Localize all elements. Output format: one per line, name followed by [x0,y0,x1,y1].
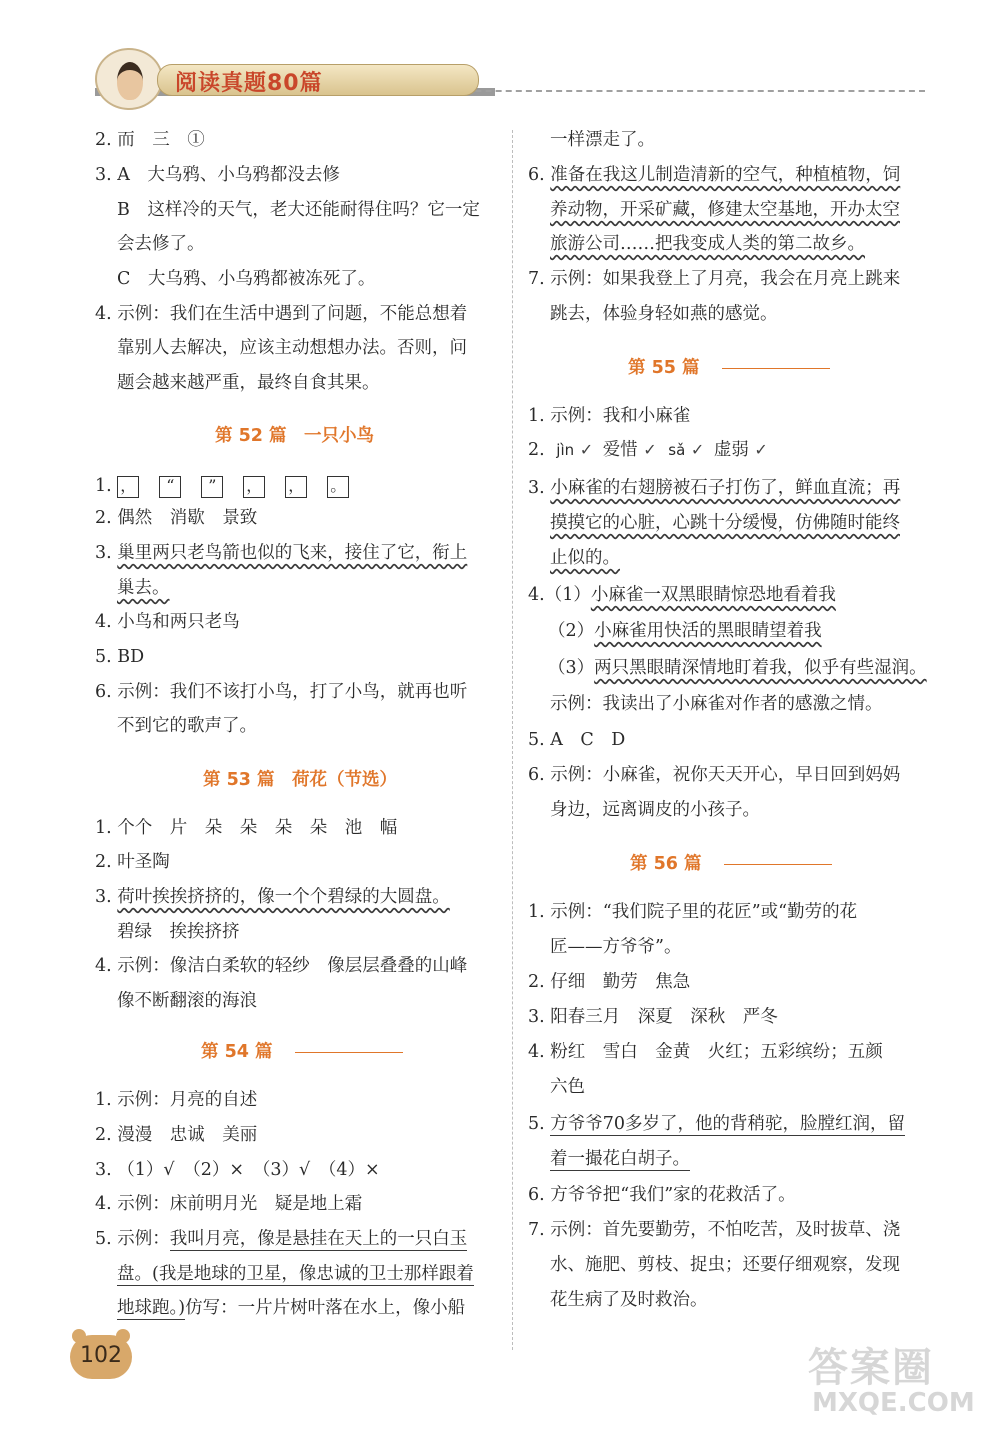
section-heading-54 [201,1038,403,1063]
answer-line: 示例：我读出了小麻雀对作者的感激之情。 [550,694,883,714]
underlined-text: 盘。(我是地球的卫星，像忠诚的卫士那样跟着 [117,1264,474,1284]
answer-line [528,1147,690,1171]
answer-line: 跳去，体验身轻如燕的感觉。 [550,304,778,324]
answer-line: 2. 仔细 勤劳 焦急 [528,972,691,992]
answer-line: 水、施肥、剪枝、捉虫；还要仔细观察，发现 [550,1255,900,1275]
wavy-underlined-text: 旅游公司……把我变成人类的第二故乡。 [550,234,865,254]
section-heading-53: 第 53 篇 荷花（节选） [203,770,398,790]
check-mark-icon: ✓ [579,440,594,459]
answer-line: 6. 示例：小麻雀，祝你天天开心，早日回到妈妈 [528,765,901,785]
underlined-text: 着一撮花白胡子。 [550,1149,690,1169]
answer-line [95,885,450,909]
answer-line: 4. 示例：床前明月光 疑是地上霜 [95,1194,363,1214]
answer-line: 3. 阳春三月 深夏 深秋 严冬 [528,1007,778,1027]
watermark-logo: 答案圈 [808,1345,934,1391]
answer-line [95,1296,465,1320]
column-divider [512,130,513,1350]
underlined-text: 方爷爷70多岁了，他的背稍驼，脸膛红润，留 [550,1114,906,1134]
wavy-underlined-text: 两只黑眼睛深情地盯着我，似乎有些湿润。 [594,658,927,678]
plain-text: 仿写：一片片树叶落在水上，像小船 [185,1298,466,1318]
answer-line [528,511,900,535]
q-number: 4.（1） [528,585,591,605]
answer-line: B 这样冷的天气，老大还能耐得住吗？它一定 [117,200,480,220]
badge-ear-icon [116,1329,130,1343]
page-number: 102 [80,1343,122,1368]
answer-line [528,476,900,500]
answer-line: 不到它的歌声了。 [117,716,257,736]
q-number: （3） [548,658,595,678]
wavy-underlined-text: 巢里两只老鸟箭也似的飞来，接住了它，衔上 [117,543,468,563]
answer-line [528,1112,905,1136]
q-number: 6. [528,165,545,185]
wavy-underlined-text: 养动物，开采矿藏，修建太空基地，开办太空 [550,200,900,220]
answer-line [95,576,170,600]
answer-line: 1. 示例：我和小麻雀 [528,406,691,426]
answer-line: 1. 示例：月亮的自述 [95,1090,258,1110]
answer-line [528,546,620,570]
answer-line: 匠——方爷爷”。 [550,937,682,957]
answer-line: 4. 示例：像洁白柔软的轻纱 像层层叠叠的山峰 [95,956,468,976]
section-heading-56 [630,850,832,875]
answer-line [528,438,768,462]
answer-line: 2. 漫漫 忠诚 美丽 [95,1125,258,1145]
answer-line: 2. 而 三 ① [95,130,205,150]
word: 虚弱 [713,440,749,460]
q-number: 3. [95,887,112,907]
answer-line: 2. 偶然 消歇 景致 [95,508,258,528]
answer-line: 1. 个个 片 朵 朵 朵 朵 池 幅 [95,818,398,838]
punct-box: ， [285,476,307,498]
answer-line: 3. A 大乌鸦、小乌鸦都没去修 [95,165,340,185]
watermark-url: MXQE.COM [812,1388,975,1418]
answer-line: 4. 小鸟和两只老鸟 [95,612,240,632]
q-number: （2） [548,621,595,641]
answer-line: 3. （1）√ （2）× （3）√ （4）× [95,1160,380,1180]
section-title: 第 55 篇 [628,358,700,378]
answer-line: 5. A C D [528,730,626,750]
wavy-underlined-text: 巢去。 [117,578,170,598]
underlined-text: 地球跑。) [117,1298,186,1318]
page-header [95,48,925,108]
wavy-underlined-text: 小麻雀一双黑眼睛惊恐地看着我 [590,585,836,605]
q-number: 3. [95,543,112,563]
answer-line [528,583,836,607]
wavy-underlined-text: 止似的。 [550,548,620,568]
q-number: 3. [528,478,545,498]
q-number: 2. [528,440,545,460]
badge-ear-icon [72,1329,86,1343]
answer-line [95,1227,467,1251]
book-title: 阅读真题80篇 [175,71,323,96]
punct-box: “ [159,476,181,498]
section-title: 第 56 篇 [630,854,702,874]
punct-box: ， [117,476,139,498]
title-blank [724,864,832,865]
section-heading-52: 第 52 篇 一只小鸟 [215,426,375,446]
answer-line: 7. 示例：如果我登上了月亮，我会在月亮上跳来 [528,269,901,289]
answer-line: 1. 示例：“我们院子里的花匠”或“勤劳的花 [528,902,858,922]
answer-line: 花生病了及时救治。 [550,1290,708,1310]
word: 爱惜 [602,440,638,460]
answer-line [528,232,865,256]
wavy-underlined-text: 准备在我这儿制造清新的空气，种植植物，饲 [550,165,901,185]
logo-badge [95,48,163,110]
answer-line: 4. 示例：我们在生活中遇到了问题，不能总想着 [95,304,468,324]
check-mark-icon: ✓ [643,440,657,459]
answer-line: 4. 粉红 雪白 金黄 火红；五彩缤纷；五颜 [528,1042,883,1062]
answer-line: 身边，远离调皮的小孩子。 [550,800,760,820]
wavy-underlined-text: 小麻雀用快活的黑眼睛望着我 [594,621,822,641]
answer-line: 7. 示例：首先要勤劳，不怕吃苦，及时拔草、浇 [528,1220,901,1240]
q-number: 5. [528,1114,545,1134]
pinyin: jìn [556,441,575,459]
wavy-underlined-text: 小麻雀的右翅膀被石子打伤了，鲜血直流；再 [550,478,901,498]
answer-line [528,198,900,222]
answer-line [528,656,927,680]
answer-line [95,541,467,565]
answer-line: 5. BD [95,647,145,667]
check-mark-icon: ✓ [690,440,705,459]
answer-line: 一样漂走了。 [550,130,655,150]
wavy-underlined-text: 摸摸它的心脏，心跳十分缓慢，仿佛随时能终 [550,513,900,533]
answer-line [95,474,369,498]
answer-line [95,1262,474,1286]
answer-line: 6. 方爷爷把“我们”家的花救活了。 [528,1185,796,1205]
punct-box: ” [201,476,223,498]
answer-line: 会去修了。 [117,234,205,254]
q-number: 1. [95,476,112,496]
answer-line [528,619,822,643]
answer-line: 2. 叶圣陶 [95,852,170,872]
punct-box: 。 [327,476,349,498]
title-blank [722,368,830,369]
answer-line: C 大乌鸦、小乌鸦都被冻死了。 [117,269,376,289]
section-title: 第 54 篇 [201,1042,273,1062]
q-number: 5. 示例： [95,1229,170,1249]
check-mark-icon: ✓ [754,440,768,459]
wavy-underlined-text: 荷叶挨挨挤挤的，像一个个碧绿的大圆盘。 [117,887,450,907]
answer-line [528,163,900,187]
answer-line: 碧绿 挨挨挤挤 [117,922,240,942]
underlined-text: 我叫月亮，像是悬挂在天上的一只白玉 [169,1229,468,1249]
answer-line: 像不断翻滚的海浪 [117,991,257,1011]
title-blank [295,1052,403,1053]
page-number-badge [70,1335,132,1379]
reader-illustration-icon [117,62,143,100]
answer-line: 6. 示例：我们不该打小鸟，打了小鸟，就再也听 [95,682,468,702]
section-heading-55 [628,354,830,379]
punct-box: ， [243,476,265,498]
answer-line: 靠别人去解决，应该主动想想办法。否则，问 [117,338,467,358]
answer-line: 六色 [550,1077,585,1097]
pinyin: sǎ [668,441,686,459]
header-dashed-line [415,90,925,92]
answer-line: 题会越来越严重，最终自食其果。 [117,373,380,393]
